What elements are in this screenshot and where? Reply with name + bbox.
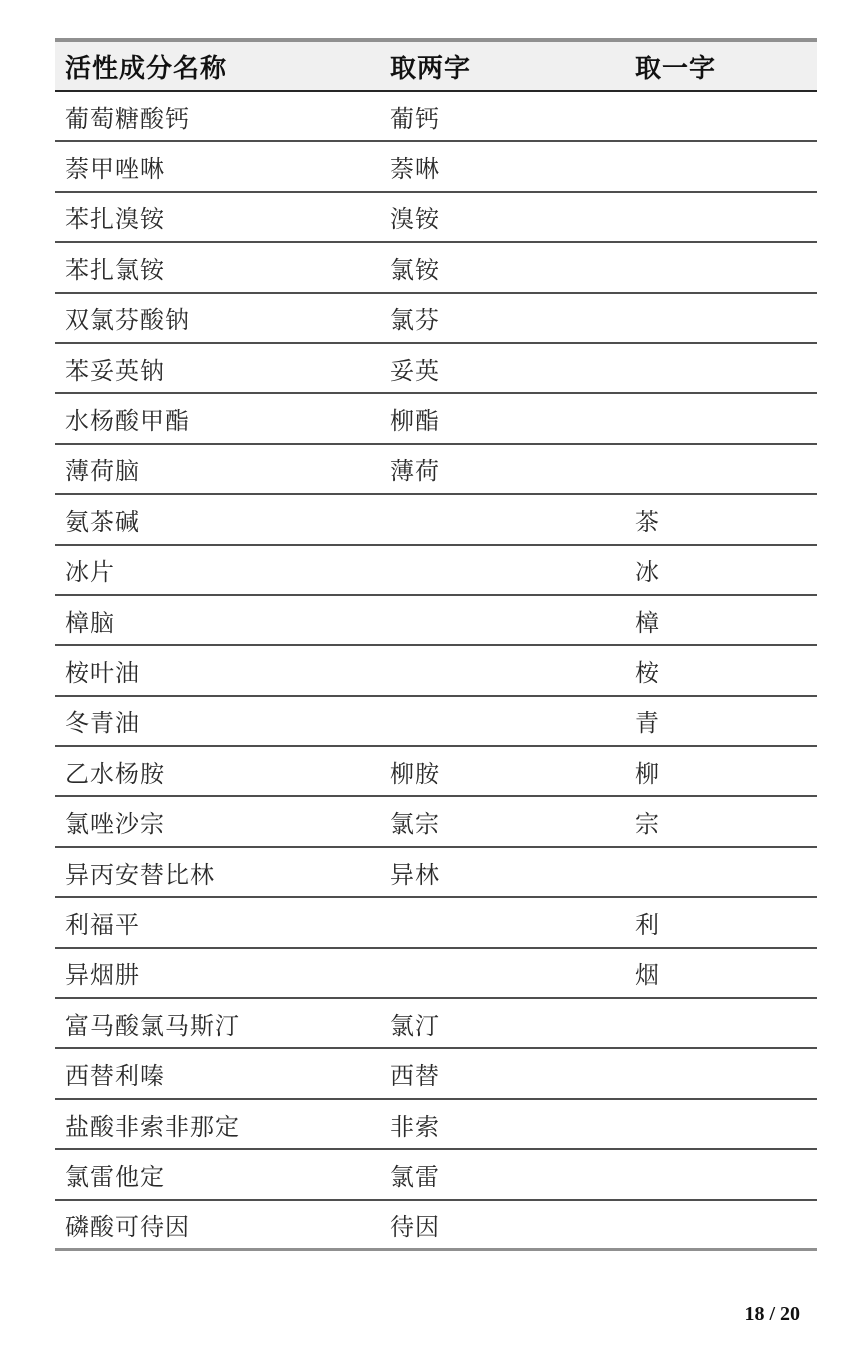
cell-one-char: 冰 xyxy=(635,545,817,595)
cell-one-char: 烟 xyxy=(635,948,817,998)
cell-ingredient-name: 葡萄糖酸钙 xyxy=(55,91,390,141)
col-header-two-char: 取两字 xyxy=(390,40,635,91)
table-row xyxy=(55,696,817,746)
cell-one-char: 宗 xyxy=(635,796,817,846)
table-row xyxy=(55,1048,817,1098)
table-row xyxy=(55,746,817,796)
cell-one-char: 樟 xyxy=(635,595,817,645)
cell-one-char: 柳 xyxy=(635,746,817,796)
cell-one-char: 茶 xyxy=(635,494,817,544)
table-header xyxy=(55,40,817,91)
cell-two-char: 氯芬 xyxy=(390,293,635,343)
cell-two-char: 萘啉 xyxy=(390,141,635,191)
table-row xyxy=(55,847,817,897)
cell-ingredient-name: 双氯芬酸钠 xyxy=(55,293,390,343)
cell-ingredient-name: 盐酸非索非那定 xyxy=(55,1099,390,1149)
table-row xyxy=(55,1149,817,1199)
cell-ingredient-name: 苯扎氯铵 xyxy=(55,242,390,292)
cell-ingredient-name: 薄荷脑 xyxy=(55,444,390,494)
cell-ingredient-name: 富马酸氯马斯汀 xyxy=(55,998,390,1048)
cell-two-char: 氯宗 xyxy=(390,796,635,846)
cell-two-char xyxy=(390,696,635,746)
table-row xyxy=(55,393,817,443)
table-row xyxy=(55,796,817,846)
table-row xyxy=(55,242,817,292)
table-row xyxy=(55,1099,817,1149)
table-row xyxy=(55,444,817,494)
table-row xyxy=(55,494,817,544)
cell-one-char xyxy=(635,847,817,897)
cell-ingredient-name: 氯雷他定 xyxy=(55,1149,390,1199)
cell-ingredient-name: 磷酸可待因 xyxy=(55,1200,390,1250)
cell-one-char: 利 xyxy=(635,897,817,947)
table-row xyxy=(55,141,817,191)
cell-two-char: 薄荷 xyxy=(390,444,635,494)
cell-one-char xyxy=(635,242,817,292)
page-number: 18 / 20 xyxy=(744,1303,800,1325)
cell-two-char xyxy=(390,948,635,998)
cell-ingredient-name: 冬青油 xyxy=(55,696,390,746)
cell-two-char: 柳酯 xyxy=(390,393,635,443)
cell-two-char: 氯铵 xyxy=(390,242,635,292)
cell-one-char xyxy=(635,1048,817,1098)
cell-ingredient-name: 氨茶碱 xyxy=(55,494,390,544)
cell-ingredient-name: 异烟肼 xyxy=(55,948,390,998)
cell-two-char: 氯汀 xyxy=(390,998,635,1048)
cell-one-char: 青 xyxy=(635,696,817,746)
cell-ingredient-name: 氯唑沙宗 xyxy=(55,796,390,846)
cell-one-char xyxy=(635,444,817,494)
cell-ingredient-name: 桉叶油 xyxy=(55,645,390,695)
cell-ingredient-name: 苯妥英钠 xyxy=(55,343,390,393)
cell-one-char xyxy=(635,998,817,1048)
cell-two-char xyxy=(390,897,635,947)
table-row xyxy=(55,343,817,393)
cell-ingredient-name: 冰片 xyxy=(55,545,390,595)
table-row xyxy=(55,645,817,695)
cell-two-char: 柳胺 xyxy=(390,746,635,796)
table-row xyxy=(55,293,817,343)
cell-ingredient-name: 异丙安替比林 xyxy=(55,847,390,897)
document-page xyxy=(55,38,817,1251)
cell-one-char xyxy=(635,393,817,443)
cell-ingredient-name: 利福平 xyxy=(55,897,390,947)
cell-one-char xyxy=(635,192,817,242)
cell-two-char: 葡钙 xyxy=(390,91,635,141)
col-header-one-char: 取一字 xyxy=(635,40,817,91)
cell-two-char: 异林 xyxy=(390,847,635,897)
table-row xyxy=(55,998,817,1048)
table-row xyxy=(55,1200,817,1250)
table-row xyxy=(55,91,817,141)
cell-two-char: 西替 xyxy=(390,1048,635,1098)
cell-one-char xyxy=(635,141,817,191)
table-row xyxy=(55,595,817,645)
cell-one-char xyxy=(635,343,817,393)
table-row xyxy=(55,897,817,947)
ingredient-naming-table xyxy=(55,38,817,1251)
cell-ingredient-name: 苯扎溴铵 xyxy=(55,192,390,242)
cell-two-char: 待因 xyxy=(390,1200,635,1250)
col-header-ingredient-name: 活性成分名称 xyxy=(55,40,390,91)
cell-ingredient-name: 西替利嗪 xyxy=(55,1048,390,1098)
cell-two-char xyxy=(390,645,635,695)
table-body xyxy=(55,91,817,1250)
cell-one-char xyxy=(635,91,817,141)
cell-two-char: 氯雷 xyxy=(390,1149,635,1199)
cell-ingredient-name: 水杨酸甲酯 xyxy=(55,393,390,443)
cell-one-char xyxy=(635,1149,817,1199)
cell-ingredient-name: 樟脑 xyxy=(55,595,390,645)
cell-one-char xyxy=(635,1099,817,1149)
cell-two-char xyxy=(390,545,635,595)
cell-one-char xyxy=(635,293,817,343)
table-row xyxy=(55,192,817,242)
header-row xyxy=(55,40,817,91)
cell-one-char: 桉 xyxy=(635,645,817,695)
cell-two-char xyxy=(390,595,635,645)
cell-two-char: 妥英 xyxy=(390,343,635,393)
table-row xyxy=(55,545,817,595)
cell-ingredient-name: 萘甲唑啉 xyxy=(55,141,390,191)
cell-one-char xyxy=(635,1200,817,1250)
cell-two-char: 非索 xyxy=(390,1099,635,1149)
cell-two-char: 溴铵 xyxy=(390,192,635,242)
table-row xyxy=(55,948,817,998)
cell-ingredient-name: 乙水杨胺 xyxy=(55,746,390,796)
cell-two-char xyxy=(390,494,635,544)
